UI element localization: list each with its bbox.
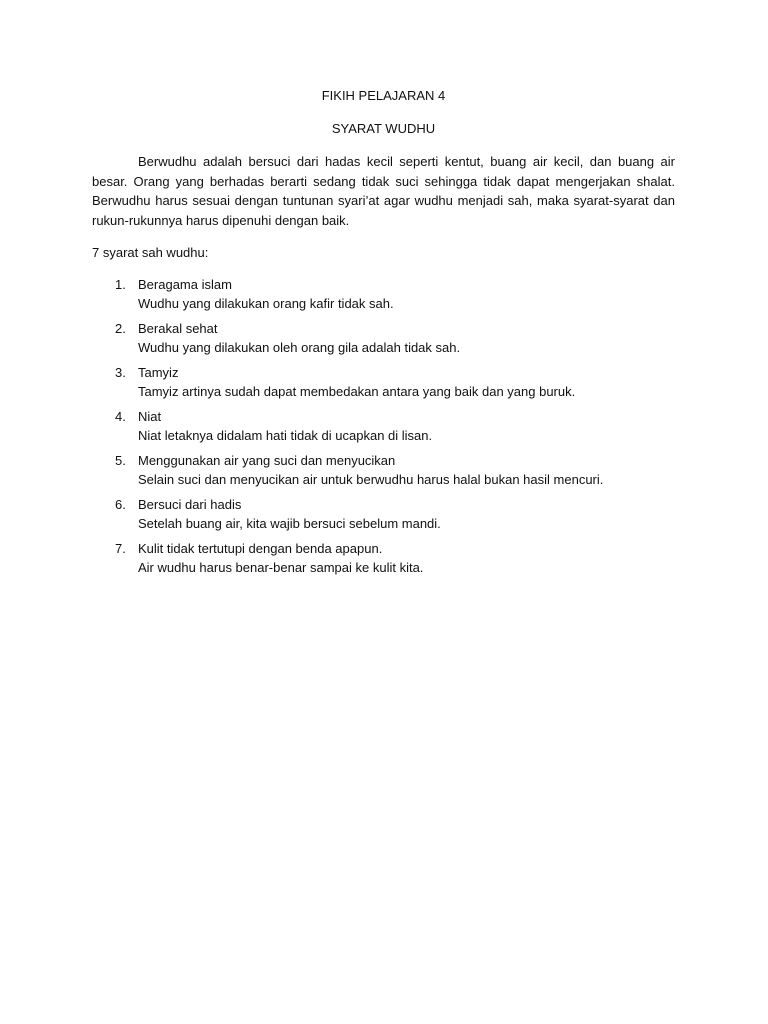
list-item-description: Air wudhu harus benar-benar sampai ke kulit kita.: [138, 560, 424, 575]
list-item-description: Wudhu yang dilakukan orang kafir tidak sah.: [138, 296, 394, 311]
document-title: FIKIH PELAJARAN 4: [321, 88, 446, 103]
list-item-description: Wudhu yang dilakukan oleh orang gila adalah tidak sah.: [138, 340, 461, 355]
list-item: [92, 495, 675, 534]
list-item-number: 2.: [115, 320, 126, 336]
document-content: [92, 86, 675, 583]
list-item-title: Menggunakan air yang suci dan menyucikan: [138, 452, 396, 468]
list-item: [92, 539, 675, 578]
list-item: [92, 319, 675, 358]
list-item-description: Setelah buang air, kita wajib bersuci sebelum mandi.: [138, 516, 441, 531]
requirements-list: [92, 275, 675, 578]
list-item: [92, 407, 675, 446]
list-item-description: Selain suci dan menyucikan air untuk berwudhu harus halal bukan hasil mencuri.: [138, 472, 604, 487]
list-item-title: Tamyiz: [138, 364, 179, 380]
list-item-number: 3.: [115, 364, 126, 380]
list-item-title: Niat: [138, 408, 162, 424]
list-item-title: Bersuci dari hadis: [138, 496, 242, 512]
list-item-number: 1.: [115, 276, 126, 292]
list-item-number: 5.: [115, 452, 126, 468]
list-intro: 7 syarat sah wudhu:: [92, 245, 209, 260]
list-item-number: 7.: [115, 540, 126, 556]
list-item: [92, 363, 675, 402]
list-item: [92, 451, 675, 490]
list-item-number: 4.: [115, 408, 126, 424]
list-item: [92, 275, 675, 314]
list-item-description: Tamyiz artinya sudah dapat membedakan antara yang baik dan yang buruk.: [138, 384, 576, 399]
list-item-title: Beragama islam: [138, 276, 232, 292]
list-item-title: Kulit tidak tertutupi dengan benda apapun.: [138, 540, 383, 556]
intro-paragraph: Berwudhu adalah bersuci dari hadas kecil seperti kentut, buang air kecil, dan buang air besar. Orang yang berhadas berarti sedang tidak suci sehingga tidak dapat mengerjakan shalat. Berwudhu harus sesuai dengan tuntunan syari’at agar wudhu menjadi sah, maka syarat-syarat dan rukun-rukunnya harus dipenuhi dengan baik.: [92, 154, 675, 228]
list-item-title: Berakal sehat: [138, 320, 218, 336]
document-subtitle: SYARAT WUDHU: [331, 120, 436, 136]
list-item-number: 6.: [115, 496, 126, 512]
list-item-description: Niat letaknya didalam hati tidak di ucapkan di lisan.: [138, 428, 433, 443]
